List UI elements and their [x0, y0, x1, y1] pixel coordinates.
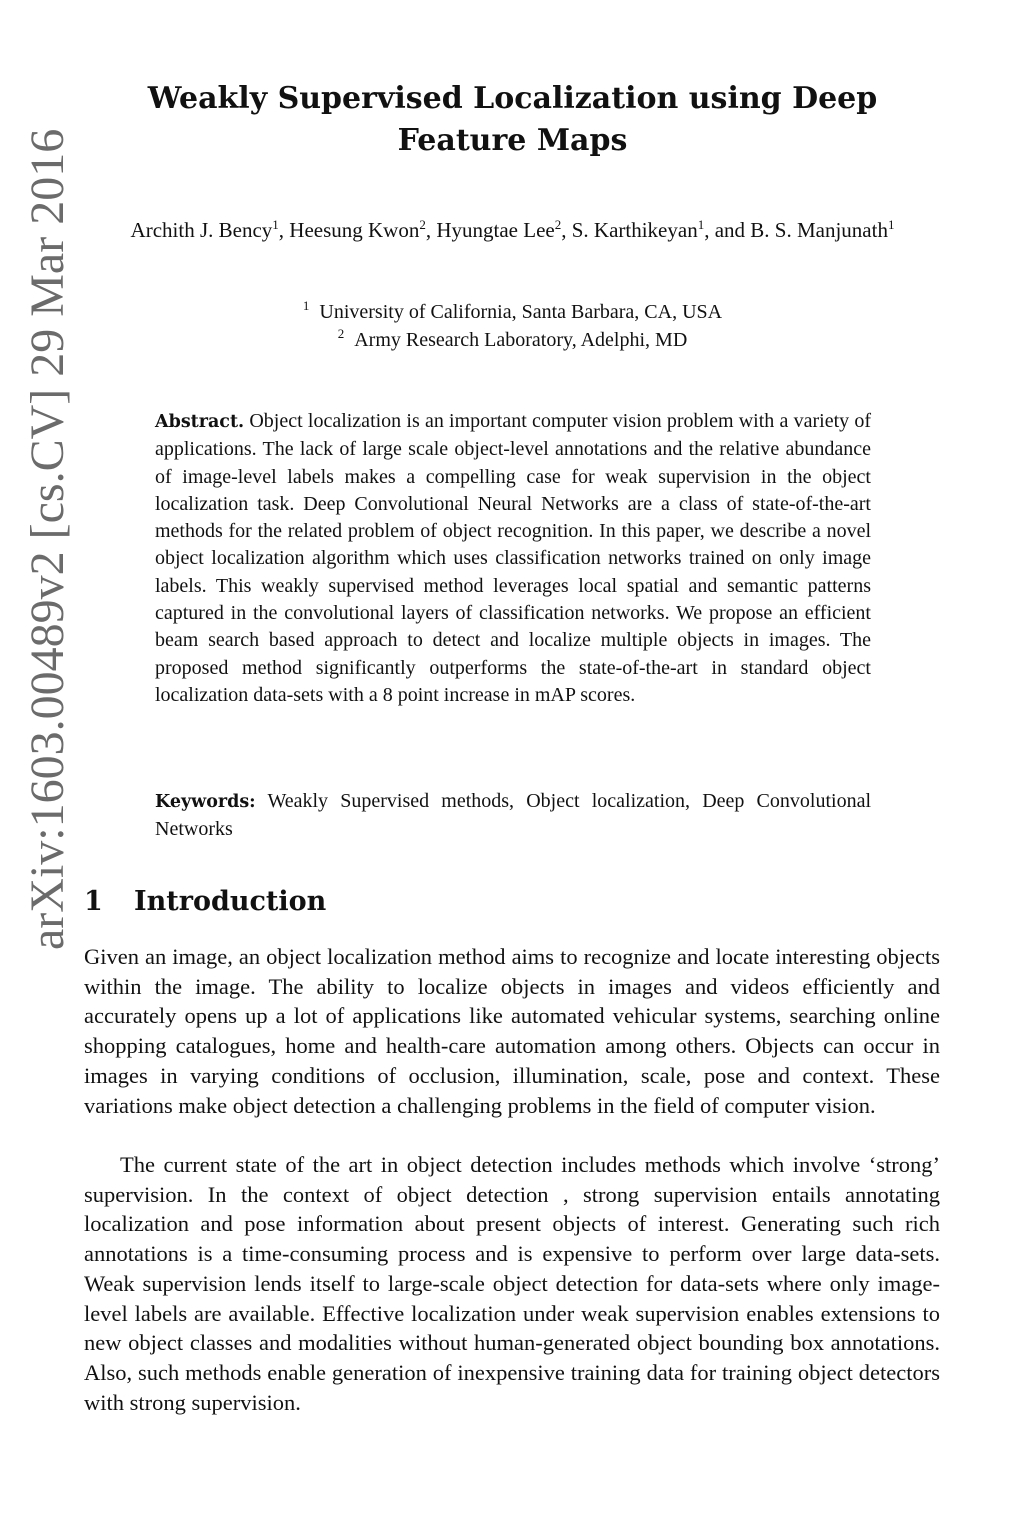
abstract: [155, 408, 871, 709]
author-affiliation-mark: 2: [554, 217, 562, 233]
author-separator: , and: [704, 218, 751, 242]
affiliation: [110, 298, 915, 326]
affiliation-text: Army Research Laboratory, Adelphi, MD: [354, 329, 688, 351]
keywords: [155, 788, 871, 844]
arxiv-identifier: arXiv:1603.00489v2 [cs.CV] 29 Mar 2016: [21, 128, 74, 950]
author-affiliation-mark: 1: [272, 217, 279, 233]
keywords-text: Weakly Supervised methods, Object localization, Deep Convolutional Networks: [155, 790, 872, 841]
author-name: Heesung Kwon: [289, 218, 420, 242]
author-affiliation-mark: 1: [887, 217, 895, 233]
author-separator: ,: [278, 218, 290, 242]
body-paragraph: The current state of the art in object detection includes methods which involve ‘strong’ supervision. In the context of object detection , strong supervision entails annotating localization and pose information about present objects of interest. Generating such rich annotations is a time-consuming process and is expensive to perform over large data-sets. Weak supervision lends itself to large-scale object detection for data-sets where only image-level labels are available. Effective localization under weak supervision enables extensions to new object classes and modalities without human-generated object bounding box annotations. Also, such methods enable generation of inexpensive training data for training object detectors with strong supervision.: [84, 1152, 940, 1415]
affiliation-mark: 2: [337, 326, 345, 342]
author-separator: ,: [561, 218, 572, 242]
section-number: 1: [84, 886, 103, 917]
author-name: Archith J. Bency: [130, 218, 273, 242]
author-name: B. S. Manjunath: [750, 218, 888, 242]
author-affiliation-mark: 2: [419, 217, 426, 233]
author-name: Hyungtae Lee: [436, 218, 555, 242]
section-title: Introduction: [134, 886, 327, 917]
author-affiliation-mark: 1: [697, 217, 705, 233]
abstract-label: Abstract.: [155, 412, 245, 432]
keywords-label: Keywords:: [155, 792, 256, 812]
paper-title: Weakly Supervised Localization using Deep Feature Maps: [147, 81, 878, 158]
section-heading: [84, 883, 326, 921]
abstract-text: Object localization is an important computer vision problem with a variety of applications. The lack of large scale object-level annotations and the relative abundance of image-level labels makes a compelling case for weak supervision in the object localization task. Deep Convolutional Neural Networks are a class of state-of-the-art methods for the related problem of object recognition. In this paper, we describe a novel object localization algorithm which uses classification networks trained on only image labels. This weakly supervised method leverages local spatial and semantic patterns captured in the convolutional layers of classification networks. We propose an efficient beam search based approach to detect and localize multiple objects in images. The proposed method significantly outperforms the state-of-the-art in standard object localization data-sets with a 8 point increase in mAP scores.: [155, 410, 871, 706]
author-name: S. Karthikeyan: [571, 218, 698, 242]
author-list: [110, 216, 915, 245]
body-paragraph: Given an image, an object localization method aims to recognize and locate interesting objects within the image. The ability to localize objects in images and videos efficiently and accurately opens up a lot of applications like automated vehicular systems, searching online shopping catalogues, home and health-care automation among others. Objects can occur in images in varying conditions of occlusion, illumination, scale, pose and context. These variations make object detection a challenging problems in the field of computer vision.: [84, 944, 940, 1118]
affiliation-text: University of California, Santa Barbara, CA, USA: [319, 301, 723, 323]
affiliation-mark: 1: [302, 298, 310, 314]
author-separator: ,: [425, 218, 437, 242]
affiliation: [110, 326, 915, 354]
